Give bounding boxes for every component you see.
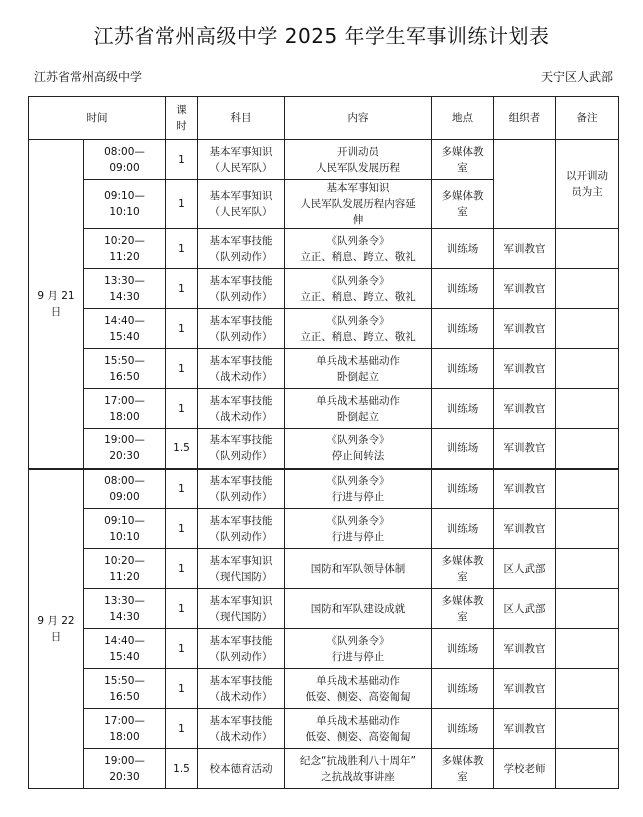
time-cell: 14:40— 15:40 [84,629,166,669]
location-cell: 训练场 [432,389,494,429]
time-cell: 15:50— 16:50 [84,349,166,389]
hours-cell: 1 [166,589,198,629]
remark-cell [556,389,619,429]
header-organizer: 组织者 [494,97,556,140]
hours-cell: 1 [166,180,198,229]
content-cell: 基本军事知识 人民军队发展历程内容延 伸 [285,180,432,229]
content-cell: 《队列条令》 立正、稍息、跨立、敬礼 [285,309,432,349]
location-cell: 训练场 [432,629,494,669]
location-cell: 训练场 [432,229,494,269]
hours-cell: 1 [166,629,198,669]
subject-cell: 基本军事技能 （队列动作） [198,269,285,309]
remark-cell [556,309,619,349]
header-location: 地点 [432,97,494,140]
remark-cell [556,629,619,669]
location-cell: 训练场 [432,509,494,549]
subject-cell: 基本军事知识 （人民军队） [198,140,285,180]
location-cell: 训练场 [432,669,494,709]
subject-cell: 校本德育活动 [198,749,285,789]
content-cell: 国防和军队建设成就 [285,589,432,629]
table-row [29,669,619,709]
remark-cell [556,469,619,509]
hours-cell: 1 [166,389,198,429]
organizer-cell: 军训教官 [494,629,556,669]
content-cell: 纪念“抗战胜利八十周年” 之抗战故事讲座 [285,749,432,789]
table-row [29,549,619,589]
hours-cell: 1 [166,469,198,509]
hours-cell: 1 [166,709,198,749]
organizer-cell: 军训教官 [494,269,556,309]
location-cell: 多媒体教 室 [432,180,494,229]
time-cell: 13:30— 14:30 [84,589,166,629]
location-cell: 训练场 [432,469,494,509]
subject-cell: 基本军事技能 （队列动作） [198,629,285,669]
table-row [29,709,619,749]
organizer-cell: 军训教官 [494,709,556,749]
organizer-cell: 军训教官 [494,309,556,349]
day-label: 9 月 22 日 [29,469,84,789]
hours-cell: 1 [166,140,198,180]
content-cell: 《队列条令》 行进与停止 [285,469,432,509]
time-cell: 10:20— 11:20 [84,229,166,269]
remark-cell [556,429,619,469]
remark-cell [556,349,619,389]
table-row [29,309,619,349]
subject-cell: 基本军事技能 （队列动作） [198,229,285,269]
location-cell: 训练场 [432,269,494,309]
content-cell: 《队列条令》 行进与停止 [285,509,432,549]
header-remark: 备注 [556,97,619,140]
subject-cell: 基本军事技能 （战术动作） [198,389,285,429]
subject-cell: 基本军事技能 （队列动作） [198,509,285,549]
subject-cell: 基本军事技能 （队列动作） [198,429,285,469]
header-time: 时间 [29,97,166,140]
content-cell: 《队列条令》 立正、稍息、跨立、敬礼 [285,229,432,269]
location-cell: 训练场 [432,309,494,349]
time-cell: 08:00— 09:00 [84,140,166,180]
hours-cell: 1 [166,509,198,549]
location-cell: 多媒体教 室 [432,140,494,180]
subject-cell: 基本军事知识 （现代国防） [198,589,285,629]
table-row [29,749,619,789]
department-name: 天宁区人武部 [540,70,613,84]
location-cell: 训练场 [432,429,494,469]
location-cell: 多媒体教 室 [432,589,494,629]
table-row [29,349,619,389]
content-cell: 开训动员 人民军队发展历程 [285,140,432,180]
hours-cell: 1 [166,669,198,709]
subject-cell: 基本军事知识 （现代国防） [198,549,285,589]
remark-cell [556,589,619,629]
time-cell: 09:10— 10:10 [84,509,166,549]
hours-cell: 1 [166,309,198,349]
location-cell: 训练场 [432,709,494,749]
subject-cell: 基本军事技能 （战术动作） [198,349,285,389]
content-cell: 《队列条令》 行进与停止 [285,629,432,669]
content-cell: 《队列条令》 停止间转法 [285,429,432,469]
time-cell: 08:00— 09:00 [84,469,166,509]
page-title: 江苏省常州高级中学 2025 年学生军事训练计划表 [93,24,550,48]
table-row [29,629,619,669]
training-schedule-table [28,96,619,789]
table-row [29,269,619,309]
time-cell: 19:00— 20:30 [84,429,166,469]
hours-cell: 1 [166,349,198,389]
header-hours: 课 时 [166,97,198,140]
hours-cell: 1.5 [166,749,198,789]
organizer-cell: 军训教官 [494,469,556,509]
remark-cell [556,269,619,309]
organizer-cell: 军训教官 [494,389,556,429]
time-cell: 10:20— 11:20 [84,549,166,589]
hours-cell: 1.5 [166,429,198,469]
content-cell: 单兵战术基础动作 低姿、侧姿、高姿匍匐 [285,669,432,709]
subject-cell: 基本军事技能 （队列动作） [198,309,285,349]
table-row [29,229,619,269]
time-cell: 19:00— 20:30 [84,749,166,789]
organizer-cell: 区人武部 [494,589,556,629]
organizer-cell: 军训教官 [494,229,556,269]
table-row [29,469,619,509]
location-cell: 训练场 [432,349,494,389]
remark-cell [556,749,619,789]
content-cell: 单兵战术基础动作 低姿、侧姿、高姿匍匐 [285,709,432,749]
table-row [29,509,619,549]
header-content: 内容 [285,97,432,140]
remark-cell [556,509,619,549]
content-cell: 单兵战术基础动作 卧倒起立 [285,389,432,429]
content-cell: 国防和军队领导体制 [285,549,432,589]
subject-cell: 基本军事技能 （战术动作） [198,709,285,749]
location-cell: 多媒体教 室 [432,549,494,589]
remark-cell [556,549,619,589]
subject-cell: 基本军事技能 （战术动作） [198,669,285,709]
location-cell: 多媒体教 室 [432,749,494,789]
table-row [29,140,619,180]
time-cell: 17:00— 18:00 [84,709,166,749]
time-cell: 13:30— 14:30 [84,269,166,309]
remark-cell [556,669,619,709]
hours-cell: 1 [166,549,198,589]
table-row [29,589,619,629]
subject-cell: 基本军事知识 （人民军队） [198,180,285,229]
time-cell: 15:50— 16:50 [84,669,166,709]
organizer-cell-merged [494,140,556,229]
content-cell: 《队列条令》 立正、稍息、跨立、敬礼 [285,269,432,309]
table-row [29,429,619,469]
header-subject: 科目 [198,97,285,140]
organizer-cell: 军训教官 [494,349,556,389]
hours-cell: 1 [166,229,198,269]
remark-cell [556,709,619,749]
time-cell: 17:00— 18:00 [84,389,166,429]
organizer-cell: 区人武部 [494,549,556,589]
organizer-cell: 学校老师 [494,749,556,789]
content-cell: 单兵战术基础动作 卧倒起立 [285,349,432,389]
school-name: 江苏省常州高级中学 [34,70,143,84]
table-header-row [29,97,619,140]
hours-cell: 1 [166,269,198,309]
organizer-cell: 军训教官 [494,509,556,549]
table-row [29,389,619,429]
day-label: 9 月 21 日 [29,140,84,469]
time-cell: 14:40— 15:40 [84,309,166,349]
organizer-cell: 军训教官 [494,669,556,709]
remark-cell-merged: 以开训动 员为主 [556,140,619,229]
remark-cell [556,229,619,269]
organizer-cell: 军训教官 [494,429,556,469]
subject-cell: 基本军事技能 （队列动作） [198,469,285,509]
time-cell: 09:10— 10:10 [84,180,166,229]
